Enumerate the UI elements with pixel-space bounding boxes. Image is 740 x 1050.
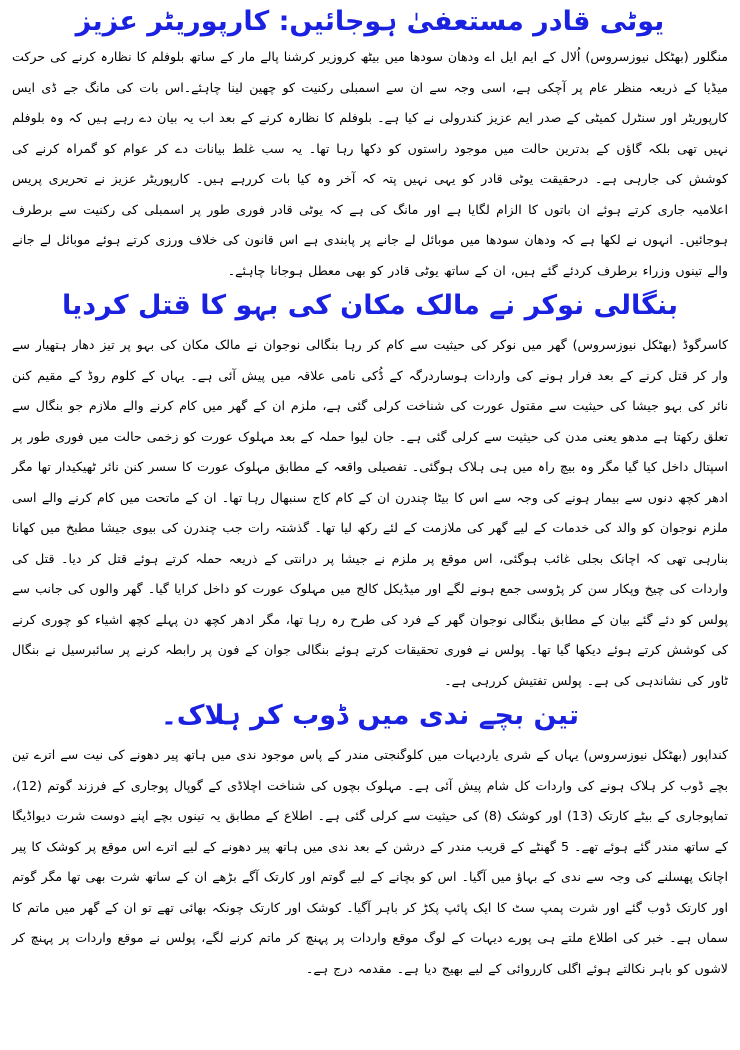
article-body: کاسرگوڈ (بھٹکل نیوزسروس) گھر میں نوکر کی حیثیت سے کام کر رہا بنگالی نوجوان نے مالک مکان کی بہو پر تیز دھار ہتھیار سے وار کر قتل کرنے کے بعد فرار ہونے کی واردات ہوساردرگہ کے ڈُکی نامی علاقہ میں پیش آئی ہے۔ یہاں کے کلوم روڈ کے مقیم کنن نائر کی بہو جیشا کی حیثیت سے مقتول عورت کی شناخت کرلی گئی ہے، ملزم ان کے گھر میں کام کرنے والے ملازم جو بنگال سے تعلق رکھتا ہے مدھو یعنی مدن کی حیثیت سے کرلی گئی ہے۔ جان لیوا حملہ کے بعد مہلوک عورت کو زخمی حالت میں فوری طور پر اسپتال داخل کیا گیا مگر وہ بیچ راہ میں ہی ہلاک ہوگئی۔ تفصیلی واقعہ کے مطابق مہلوک عورت کا سسر کنن نائر ٹھیکیدار تھا مگر ادھر کچھ دنوں سے بیمار ہونے کی وجہ سے اس کا بیٹا چندرن ان کے کام کاج سنبھال رہا تھا۔ ان کے ماتحت میں کام کرنے والے اسی ملزم نوجوان کو والد کی خدمات کے لیے گھر کی ملازمت کے لئے رکھ لیا تھا۔ گذشتہ رات جب چندرن کی بیوی جیشا مطبخ میں کھانا بنارہی تھی کہ اچانک بجلی غائب ہوگئی، اس موقع پر ملزم نے جیشا پر درانتی کے ذریعہ حملہ کرتے ہوئے قتل کر دیا۔ قتل کی واردات کی چیخ وپکار سن کر پڑوسی جمع ہونے لگے اور میڈیکل کالج میں مہلوک عورت کو داخل کرایا گیا۔ گھر والوں کی جانب سے پولس کو دئے گئے بیان کے مطابق بنگالی نوجوان گھر کے فرد کی طرح رہ رہا تھا، مگر ادھر کچھ دن پہلے کچھ اشیاء کو چوری کرنے کی کوشش کرتے ہوئے دیکھا گیا تھا۔ پولس نے فوری تحقیقات کرتے ہوئے بنگالی جوان کے فون پر رابطہ کرنے پر سائبرسیل نے بنگال ٹاور کی نشاندہی کی ہے۔ پولس تفتیش کررہی ہے۔ <box>12 337 728 688</box>
article-body: منگلور (بھٹکل نیوزسروس) اُلال کے ایم ایل اے ودھان سودھا میں بیٹھ کروزیر کرشنا پالے مار کے ساتھ بلوفلم کا نظارہ کرنے کی حرکت میڈیا کے ذریعہ منظر عام پر آچکی ہے، اسی وجہ سے ان سے اسمبلی رکنیت کو چھین لینا چاہئے۔اس بات کی مانگ جے ڈی ایس کارپوریٹر اور سنٹرل کمیٹی کے صدر ایم عزیز کندرولی نے کیا ہے۔ بلوفلم کا نظارہ کرنے کے بعد اب یہ بیان دے رہے ہیں کہ وہ بلوفلم نہیں تھی بلکہ گاؤں کے بدترین حالت میں موجود راستوں کو دکھا رہا تھا۔ یہ سب غلط بیانات دے کر عوام کو گمراہ کرنے کی کوشش کی جارہی ہے۔ درحقیقت یوٹی قادر کو یہی نہیں پتہ کہ آخر وہ کیا بات کررہے ہیں۔ کارپوریٹر عزیز نے تحریری پریس اعلامیہ جاری کرتے ہوئے ان باتوں کا الزام لگایا ہے اور مانگ کی ہے کہ یوٹی قادر فوری طور پر اسمبلی کی رکنیت سے برطرف ہوجائیں۔ انہوں نے لکھا ہے کہ ودھان سودھا میں موبائل لے جانے پر پابندی ہے اس قانون کی خلاف ورزی کرتے ہوئے موبائل لے جانے والے تینوں وزراء برطرف کردئے گئے ہیں، ان کے ساتھ یوٹی قادر کو بھی معطل ہوجانا چاہئے۔ <box>12 49 728 278</box>
article-headline: یوٹی قادر مستعفیٰ ہوجائیں: کارپوریٹر عزیز <box>75 6 665 37</box>
article-ut-khader <box>12 4 728 286</box>
article-headline: تین بچے ندی میں ڈوب کر ہلاک۔ <box>160 700 579 731</box>
article-headline: بنگالی نوکر نے مالک مکان کی بہو کا قتل کردیا <box>62 290 678 321</box>
article-children-drowned <box>12 700 728 984</box>
article-bengali-servant-murder <box>12 290 728 696</box>
article-body: کنداپور (بھٹکل نیوزسروس) یہاں کے شری یاردیہات میں کلوگنجتی مندر کے پاس موجود ندی میں ہاتھ پیر دھونے کی نیت سے اترے تین بچے ڈوب کر ہلاک ہونے کی واردات کل شام پیش آئی ہے۔ مہلوک بچوں کی شناخت اچلاڈی کے گوپال پوجاری کے فرزند گوتم (12)، تماپوجاری کے بیٹے کارتک (13) اور کوشک (8) کی حیثیت سے کرلی گئی ہے۔ اطلاع کے مطابق یہ تینوں بچے اپنے دوست شرت دیواڈیگا کے ساتھ مندر گئے ہوئے تھے۔ 5 گھنٹے کے قریب مندر کے درشن کے بعد ندی میں ہاتھ پیر دھونے کے لیے اترے اس موقع پر کوشک کا پیر اچانک پھسلنے کی وجہ سے ندی کے بہاؤ میں آگیا۔ اس کو بچانے کے لیے گوتم اور کارتک آگے بڑھے ان کے ساتھ شرت بھی تھا مگر گوتم اور کارتک ڈوب گئے اور شرت پمپ سٹ کا ایک پائپ پکڑ کر باہر آگیا۔ کوشک اور کارتک چونکہ بھائی تھے تو ان کے گھر میں ماتم کا سماں ہے۔ خبر کی اطلاع ملتے ہی پورے دیہات کے لوگ موقع واردات پر پہنچ کر ماتم کرنے لگے، پولس نے موقع واردات پر پہنچ کر لاشوں کو باہر نکالتے ہوئے اگلی کارروائی کے لیے بھیج دیا ہے۔ مقدمہ درج ہے۔ <box>12 747 729 976</box>
